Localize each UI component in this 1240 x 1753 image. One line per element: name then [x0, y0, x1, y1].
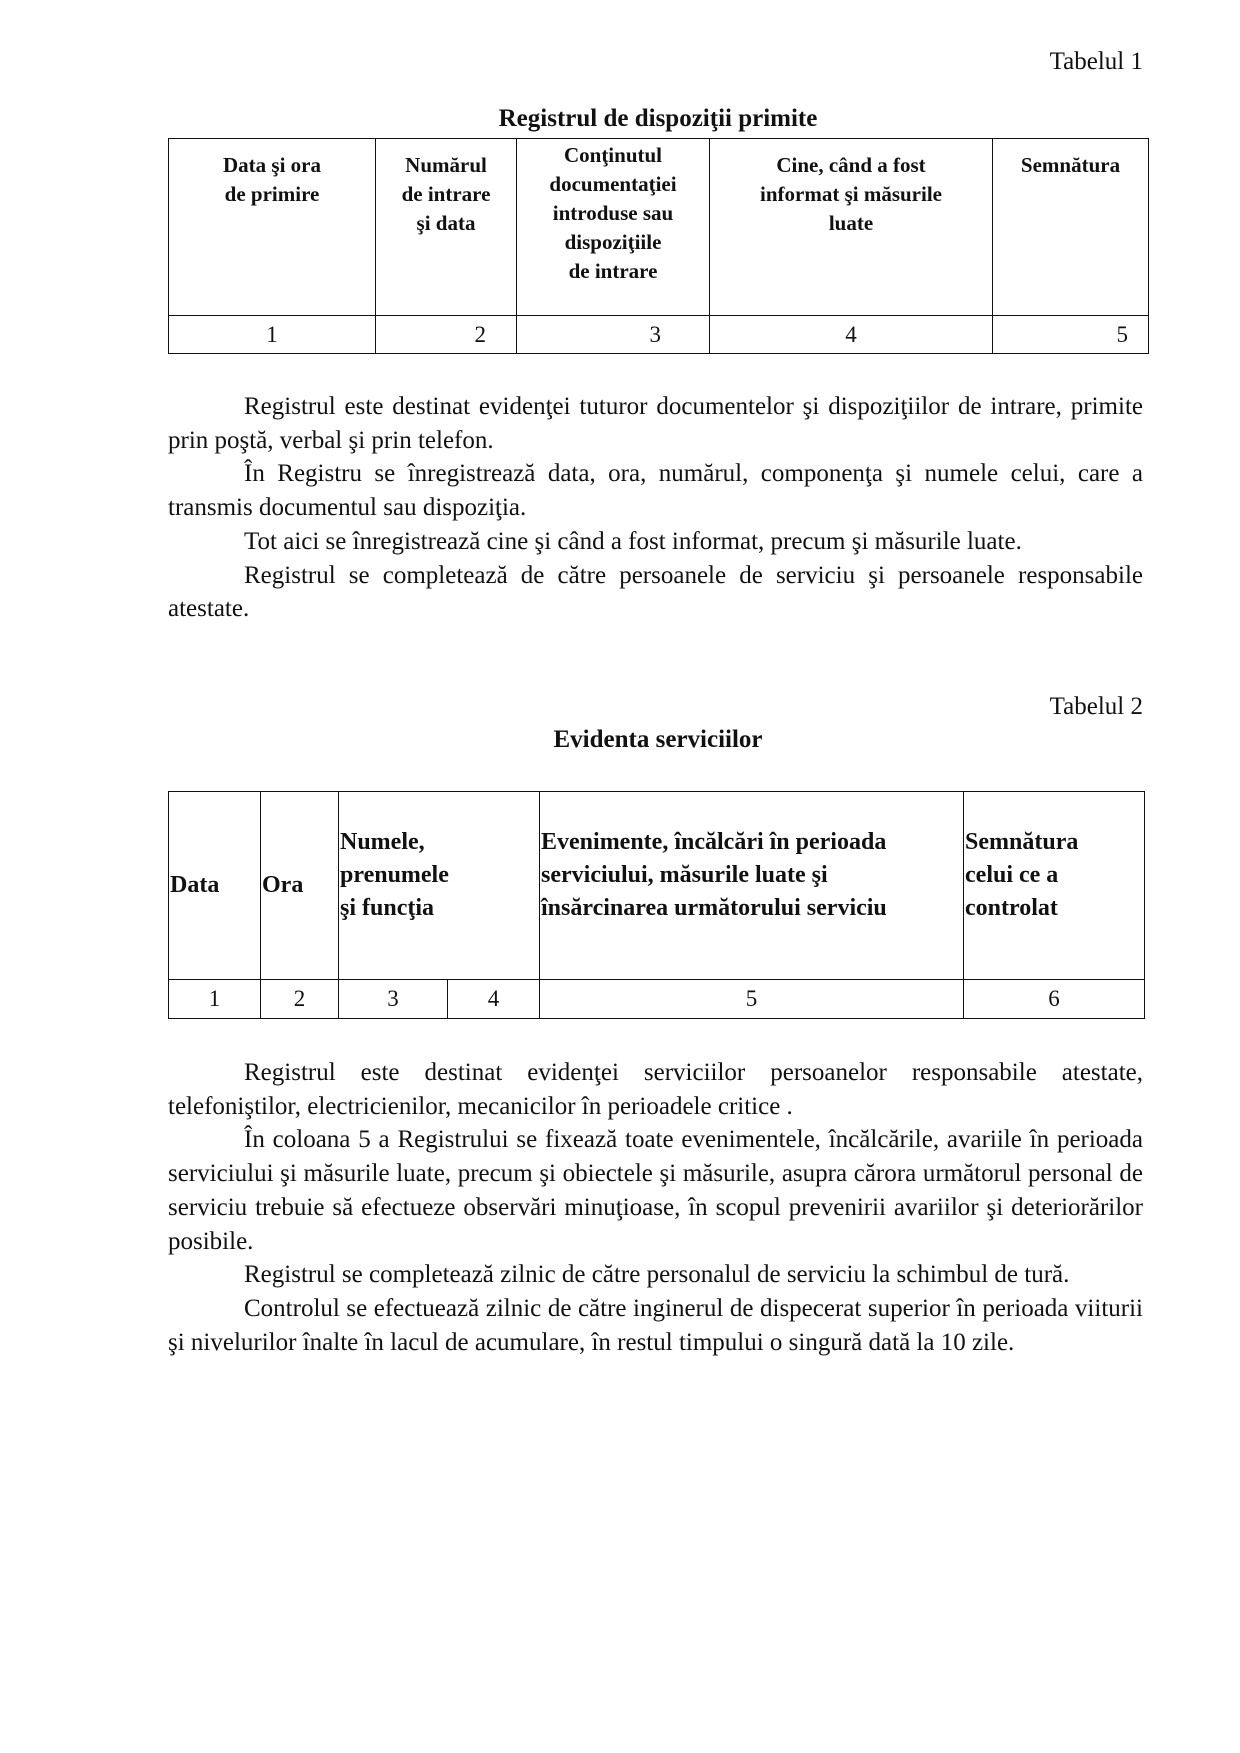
table1-col-number: 2	[376, 316, 517, 354]
table1-title: Registrul de dispoziţii primite	[498, 105, 818, 132]
table1-header-cell	[993, 139, 1149, 316]
header-text-line: Data şi ora	[223, 153, 321, 177]
table2-col-number: 3	[339, 980, 448, 1019]
header-text-line: de intrare	[568, 259, 658, 283]
header-text-line: de primire	[224, 182, 320, 206]
section2-text	[168, 1056, 1143, 1359]
header-text-line: documentaţiei	[549, 172, 677, 196]
header-text-line: luate	[828, 211, 874, 235]
table1-col-number: 5	[993, 316, 1149, 354]
header-text-line: Numele,	[340, 829, 425, 855]
table2	[168, 791, 1145, 1019]
header-text-line: Numărul	[405, 153, 487, 177]
table1-label: Tabelul 1	[1049, 48, 1143, 75]
header-text-line: Evenimente, încălcări în perioada	[541, 829, 887, 855]
header-text-line: prenumele	[340, 862, 449, 888]
table1-header-cell	[710, 139, 993, 316]
table2-header-cell	[261, 792, 339, 980]
header-text-line: Cine, când a fost	[776, 153, 926, 177]
header-text-line: şi data	[416, 211, 476, 235]
header-text-line: de intrare	[401, 182, 491, 206]
table1-header-cell	[376, 139, 517, 316]
table2-header-cell	[540, 792, 964, 980]
header-text-line: Semnătura	[1020, 153, 1121, 177]
table2-title: Evidenta serviciilor	[553, 726, 763, 753]
section1-text	[168, 390, 1143, 626]
table1-col-number: 4	[710, 316, 993, 354]
table2-header-cell	[964, 792, 1145, 980]
paragraph: Tot aici se înregistrează cine şi când a fost informat, precum şi măsurile luate.	[244, 527, 1022, 555]
paragraph: În coloana 5 a Registrului se fixează toate evenimentele, încălcările, avariile în perioada serviciului şi măsurile luate, precum şi obiectele şi măsurile, asupra cărora următorul personal de serviciu trebuie să efectueze observări minuţioase, în scopul prevenirii avariilor şi deteriorărilor posibile.	[168, 1126, 1143, 1255]
table1-col-number: 3	[517, 316, 710, 354]
header-text-line: însărcinarea următorului serviciu	[541, 895, 887, 921]
table2-col-number: 1	[169, 980, 261, 1019]
table1-header-row	[169, 139, 1149, 316]
header-text-line: serviciului, măsurile luate şi	[541, 862, 828, 888]
paragraph: Registrul este destinat evidenţei tuturor documentelor şi dispoziţiilor de intrare, primite prin poştă, verbal şi prin telefon.	[168, 393, 1143, 454]
table2-header-cell	[339, 792, 540, 980]
header-text-line: controlat	[965, 895, 1058, 921]
header-text-line: Conţinutul	[563, 143, 663, 167]
table2-col-number: 5	[540, 980, 964, 1019]
table2-header-row	[169, 792, 1145, 980]
table2-label: Tabelul 2	[1049, 693, 1143, 720]
table2-number-row	[169, 980, 1145, 1019]
table1-col-number: 1	[169, 316, 376, 354]
header-text-line: dispoziţiile	[564, 230, 662, 254]
header-text-line: Data	[170, 872, 220, 898]
table1-number-row	[169, 316, 1149, 354]
table1	[168, 138, 1149, 354]
paragraph: Registrul este destinat evidenţei serviciilor persoanelor responsabile atestate, telefoniştilor, electricienilor, mecanicilor în perioadele critice .	[168, 1059, 1143, 1120]
table1-header-cell	[517, 139, 710, 316]
header-text-line: informat şi măsurile	[760, 182, 942, 206]
header-text-line: şi funcţia	[340, 895, 435, 921]
table2-col-number: 6	[964, 980, 1145, 1019]
paragraph: Controlul se efectuează zilnic de către inginerul de dispecerat superior în perioada viiturii şi nivelurilor înalte în lacul de acumulare, în restul timpului o singură dată la 10 zile.	[168, 1294, 1143, 1356]
header-text-line: introduse sau	[552, 201, 674, 225]
paragraph: Registrul se completează de către persoanele de serviciu şi persoanele responsabile atestate.	[168, 561, 1143, 623]
table2-header-cell	[169, 792, 261, 980]
header-text-line: Ora	[262, 872, 304, 898]
table2-col-number: 2	[261, 980, 339, 1019]
header-text-line: Semnătura	[965, 829, 1079, 855]
paragraph: În Registru se înregistrează data, ora, numărul, componenţa şi numele celui, care a transmis documentul sau dispoziţia.	[168, 460, 1143, 522]
paragraph: Registrul se completează zilnic de către personalul de serviciu la schimbul de tură.	[244, 1261, 1070, 1289]
table2-col-number: 4	[448, 980, 540, 1019]
header-text-line: celui ce a	[965, 862, 1059, 888]
table1-header-cell	[169, 139, 376, 316]
